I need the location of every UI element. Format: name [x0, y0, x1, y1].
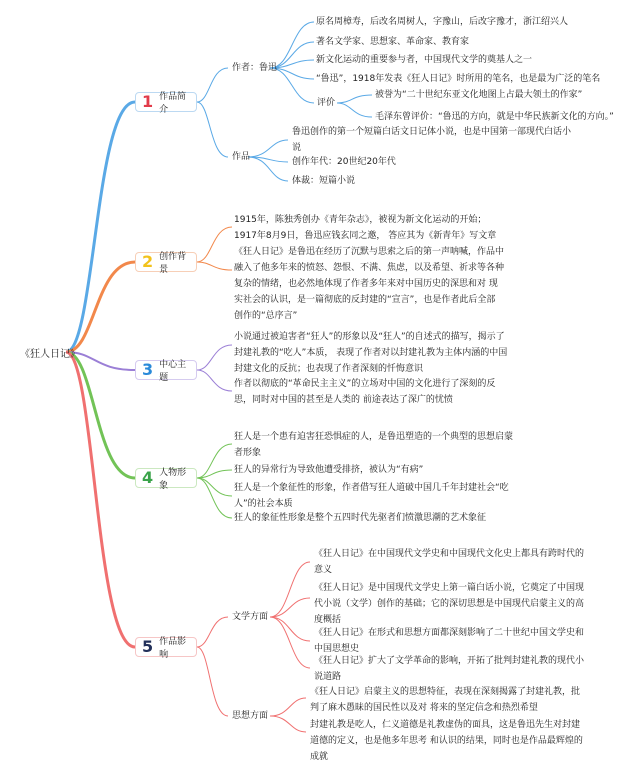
work-item[interactable]: 鲁迅创作的第一个短篇白话文日记体小说，也是中国第一部现代白话小说 [292, 127, 572, 153]
ideology-item[interactable]: 《狂人日记》启蒙主义的思想特征，表现在深刻揭露了封建礼教，批判了麻木愚昧的国民性以及对 将来的坚定信念和热烈希望 [310, 687, 581, 713]
author-item[interactable]: “鲁迅”，1918年发表《狂人日记》时所用的笔名，也是最为广泛的笔名 [316, 74, 601, 84]
topic-number: 1 [142, 92, 154, 111]
work-node[interactable]: 作品 [232, 152, 251, 162]
eval-item[interactable]: 被誉为“二十世纪东亚文化地图上占最大领土的作家” [375, 90, 583, 100]
author-item[interactable]: 新文化运动的重要参与者，中国现代文学的奠基人之一 [316, 55, 533, 65]
work-item[interactable]: 创作年代：20世纪20年代 [292, 157, 396, 167]
topic-number: 4 [142, 468, 154, 487]
topic-number: 3 [142, 360, 154, 379]
topic-label: 作品简介 [159, 92, 187, 115]
topic-1[interactable] [135, 92, 197, 115]
literature-item[interactable]: 《狂人日记》在中国现代文学史和中国现代文化史上都具有跨时代的意义 [314, 549, 585, 575]
background-item[interactable]: 《狂人日记》是鲁迅在经历了沉默与思索之后的第一声呐喊，作品中融入了他多年来的愤怒、怨恨、不满、焦虑，以及希望、祈求等各种复杂的情绪，也必然地体现了作者多年来对中国历史的深思和对 现实社会的认识，是一篇彻底的反封建的“宣言”，也是作者此后全部创作的“总序言” [234, 247, 505, 321]
author-item[interactable]: 著名文学家、思想家、革命家、教育家 [316, 37, 470, 47]
theme-item[interactable]: 小说通过被迫害者“狂人”的形象以及“狂人”的自述式的描写，揭示了封建礼教的“吃人”本质， 表现了作者对以封建礼教为主体内涵的中国封建文化的反抗；也表现了作者深刻的忏悔意识 [234, 332, 508, 374]
topic-4[interactable] [135, 468, 197, 491]
character-item[interactable]: 狂人是一个象征性的形象，作者借写狂人道破中国几千年封建社会“吃人”的社会本质 [234, 483, 509, 509]
theme-item[interactable]: 作者以彻底的“革命民主主义”的立场对中国的文化进行了深刻的反思，同时对中国的甚至是人类的 前途表达了深广的忧愤 [234, 379, 496, 405]
topic-label: 创作背景 [159, 252, 187, 275]
topic-number: 2 [142, 252, 154, 271]
topic-5[interactable] [135, 637, 197, 660]
literature-node[interactable]: 文学方面 [232, 612, 269, 622]
eval-node[interactable]: 评价 [317, 98, 336, 108]
character-item[interactable]: 狂人的象征性形象是整个五四时代先驱者们愤激思潮的艺术象征 [234, 513, 487, 523]
character-item[interactable]: 狂人是一个患有迫害狂恐惧症的人，是鲁迅塑造的一个典型的思想启蒙者形象 [234, 432, 514, 458]
author-node[interactable]: 作者：鲁迅 [232, 63, 278, 73]
background-item[interactable]: 1915年，陈独秀创办《青年杂志》，被视为新文化运动的开始；1917年8月9日，鲁迅应钱玄同之邀， 答应其为《新青年》写文章 [234, 215, 497, 241]
ideology-node[interactable]: 思想方面 [232, 711, 269, 721]
topic-label: 人物形象 [159, 468, 187, 491]
author-item[interactable]: 原名周樟寿，后改名周树人，字豫山，后改字豫才，浙江绍兴人 [316, 17, 569, 27]
literature-item[interactable]: 《狂人日记》是中国现代文学史上第一篇白话小说，它奠定了中国现代小说（文学）创作的基础；它的深切思想是中国现代启蒙主义的高度概括 [314, 583, 585, 625]
ideology-item[interactable]: 封建礼教是吃人，仁义道德是礼教虚伪的面具，这是鲁迅先生对封建道德的定义，也是他多年思考 和认识的结果，同时也是作品最辉煌的成就 [310, 720, 583, 762]
literature-item[interactable]: 《狂人日记》在形式和思想方面都深刻影响了二十世纪中国文学史和中国思想史 [314, 628, 585, 654]
topic-number: 5 [142, 637, 154, 656]
topic-label: 作品影响 [159, 637, 187, 660]
root-topic[interactable]: 《狂人日记》 [20, 349, 80, 360]
literature-item[interactable]: 《狂人日记》扩大了文学革命的影响，开拓了批判封建礼教的现代小说道路 [314, 656, 585, 682]
topic-label: 中心主题 [159, 360, 187, 383]
eval-item[interactable]: 毛泽东曾评价：“鲁迅的方向，就是中华民族新文化的方向。” [375, 112, 614, 122]
topic-3[interactable] [135, 360, 197, 383]
topic-2[interactable] [135, 252, 197, 275]
work-item[interactable]: 体裁：短篇小说 [292, 176, 356, 186]
character-item[interactable]: 狂人的异常行为导致他遭受排挤，被认为“有病” [234, 465, 424, 475]
